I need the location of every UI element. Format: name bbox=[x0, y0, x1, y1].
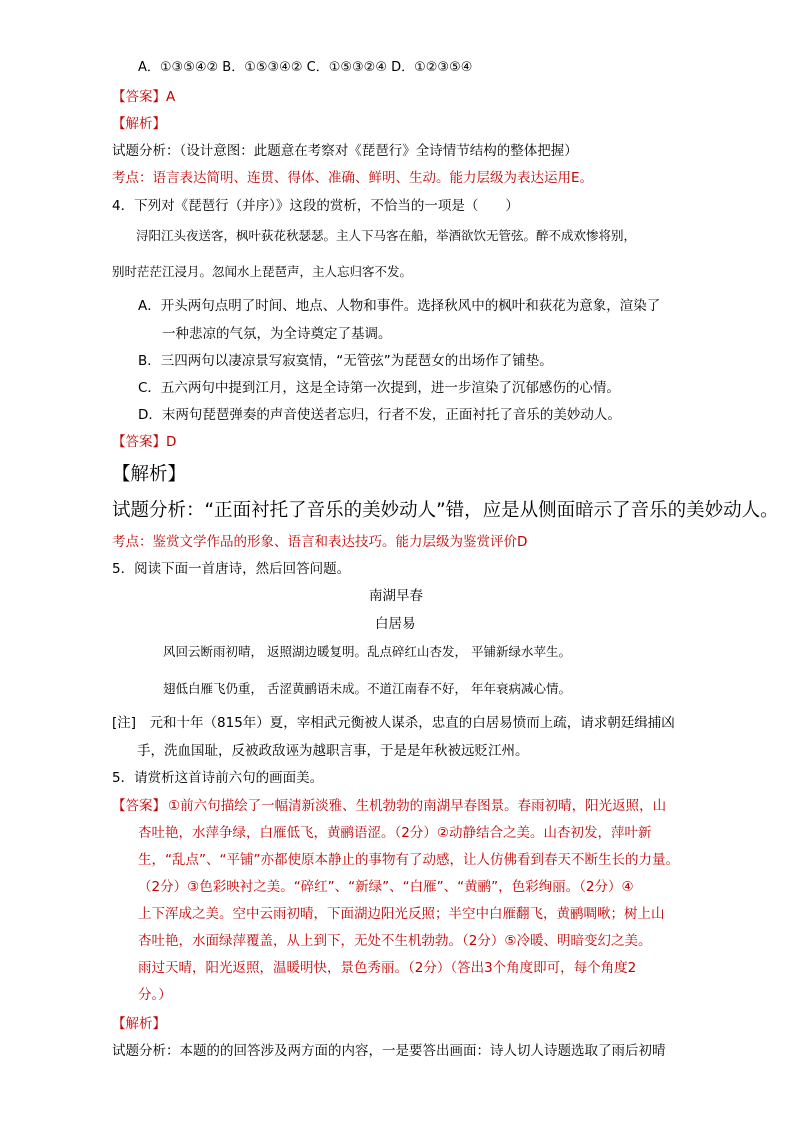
poem-line-1: 风回云断雨初晴， 返照湖边暖复明。乱点碎红山杏发， 平铺新绿水苹生。 bbox=[163, 644, 571, 659]
q4-answer: 【答案】D bbox=[112, 434, 177, 450]
q4-quote-line-1: 浔阳江头夜送客，枫叶荻花秋瑟瑟。主人下马客在船，举酒欲饮无管弦。醉不成欢惨将别， bbox=[136, 228, 637, 243]
q3-answer: 【答案】A bbox=[112, 89, 176, 105]
q5-answer-line-4: （2分）③色彩映衬之美。“碎红”、“新绿”、“白雁”、“黄鹂”，色彩绚丽。（2分）④ bbox=[138, 879, 634, 895]
q4-option-b: B．三四两句以凄凉景写寂寞情，“无管弦”为琵琶女的出场作了铺垫。 bbox=[138, 353, 553, 369]
poem-title: 南湖早春 bbox=[369, 588, 423, 604]
poem-note-line-1: [注] 元和十年（815年）夏，宰相武元衡被人谋杀，忠直的白居易愤而上疏，请求朝廷缉捕凶 bbox=[112, 715, 675, 731]
q5-answer-line-2: 杏吐艳，水萍争绿，白雁低飞，黄鹂语涩。（2分）②动静结合之美。山杏初发，萍叶新 bbox=[138, 825, 652, 841]
q5-analysis-label: 【解析】 bbox=[112, 1016, 166, 1032]
q5-answer-line-3: 生，“乱点”、“平铺”亦都使原本静止的事物有了动感，让人仿佛看到春天不断生长的力量。 bbox=[138, 852, 679, 868]
q4-analysis-label: 【解析】 bbox=[112, 464, 187, 485]
q4-option-c: C．五六两句中提到江月，这是全诗第一次提到，进一步渲染了沉郁感伤的心情。 bbox=[138, 380, 620, 396]
q5-question: 5．请赏析这首诗前六句的画面美。 bbox=[112, 770, 324, 786]
q5-answer-label: 【答案】 bbox=[112, 798, 166, 814]
q4-stem: 4．下列对《琵琶行（并序）》这段的赏析，不恰当的一项是（ ） bbox=[112, 198, 519, 214]
q5-answer-line-6: 杏吐艳，水面绿萍覆盖，从上到下，无处不生机勃勃。（2分）⑤冷暖、明暗变幻之美。 bbox=[138, 933, 652, 949]
q4-kaodian: 考点：鉴赏文学作品的形象、语言和表达技巧。能力层级为鉴赏评价D bbox=[112, 534, 528, 550]
q5-stem: 5．阅读下面一首唐诗，然后回答问题。 bbox=[112, 561, 351, 577]
poem-line-2: 翅低白雁飞仍重， 舌涩黄鹂语未成。不道江南春不好， 年年衰病减心情。 bbox=[163, 681, 571, 696]
q5-answer-line-8: 分。） bbox=[138, 987, 172, 1003]
q5-answer-line-5: 上下浑成之美。空中云雨初晴，下面湖边阳光反照；半空中白雁翻飞，黄鹂啁啾；树上山 bbox=[138, 906, 665, 922]
q3-options: A．①③⑤④② B．①⑤③④② C．①⑤③②④ D．①②③⑤④ bbox=[138, 60, 473, 75]
q4-analysis-text: 试题分析：“正面衬托了音乐的美妙动人”错，应是从侧面暗示了音乐的美妙动人。 bbox=[112, 500, 779, 521]
q4-option-d: D．末两句琵琶弹奏的声音使送者忘归，行者不发，正面衬托了音乐的美妙动人。 bbox=[138, 407, 621, 423]
poem-note-line-2: 手，洗血国耻，反被政敌诬为越职言事，于是是年秋被远贬江州。 bbox=[137, 743, 529, 759]
q3-kaodian: 考点：语言表达简明、连贯、得体、准确、鲜明、生动。能力层级为表达运用E。 bbox=[112, 170, 594, 186]
q3-analysis-text: 试题分析：（设计意图：此题意在考察对《琵琶行》全诗情节结构的整体把握） bbox=[112, 143, 578, 159]
poem-author: 白居易 bbox=[375, 616, 416, 632]
q4-option-a-line-1: A．开头两句点明了时间、地点、人物和事件。选择秋风中的枫叶和荻花为意象，渲染了 bbox=[138, 298, 661, 314]
q5-answer-line-7: 雨过天晴，阳光返照，温暖明快，景色秀丽。（2分）（答出3个角度即可，每个角度2 bbox=[138, 960, 637, 976]
q4-option-a-line-2: 一种悲凉的气氛，为全诗奠定了基调。 bbox=[162, 326, 392, 342]
q4-quote-line-2: 别时茫茫江浸月。忽闻水上琵琶声，主人忘归客不发。 bbox=[112, 264, 413, 279]
q5-analysis-text: 试题分析：本题的的回答涉及两方面的内容，一是要答出画面：诗人切人诗题选取了雨后初晴 bbox=[112, 1043, 666, 1059]
q3-analysis-label: 【解析】 bbox=[112, 116, 166, 132]
q5-answer-line-1: ①前六句描绘了一幅清新淡雅、生机勃勃的南湖早春图景。春雨初晴，阳光返照，山 bbox=[168, 798, 667, 814]
